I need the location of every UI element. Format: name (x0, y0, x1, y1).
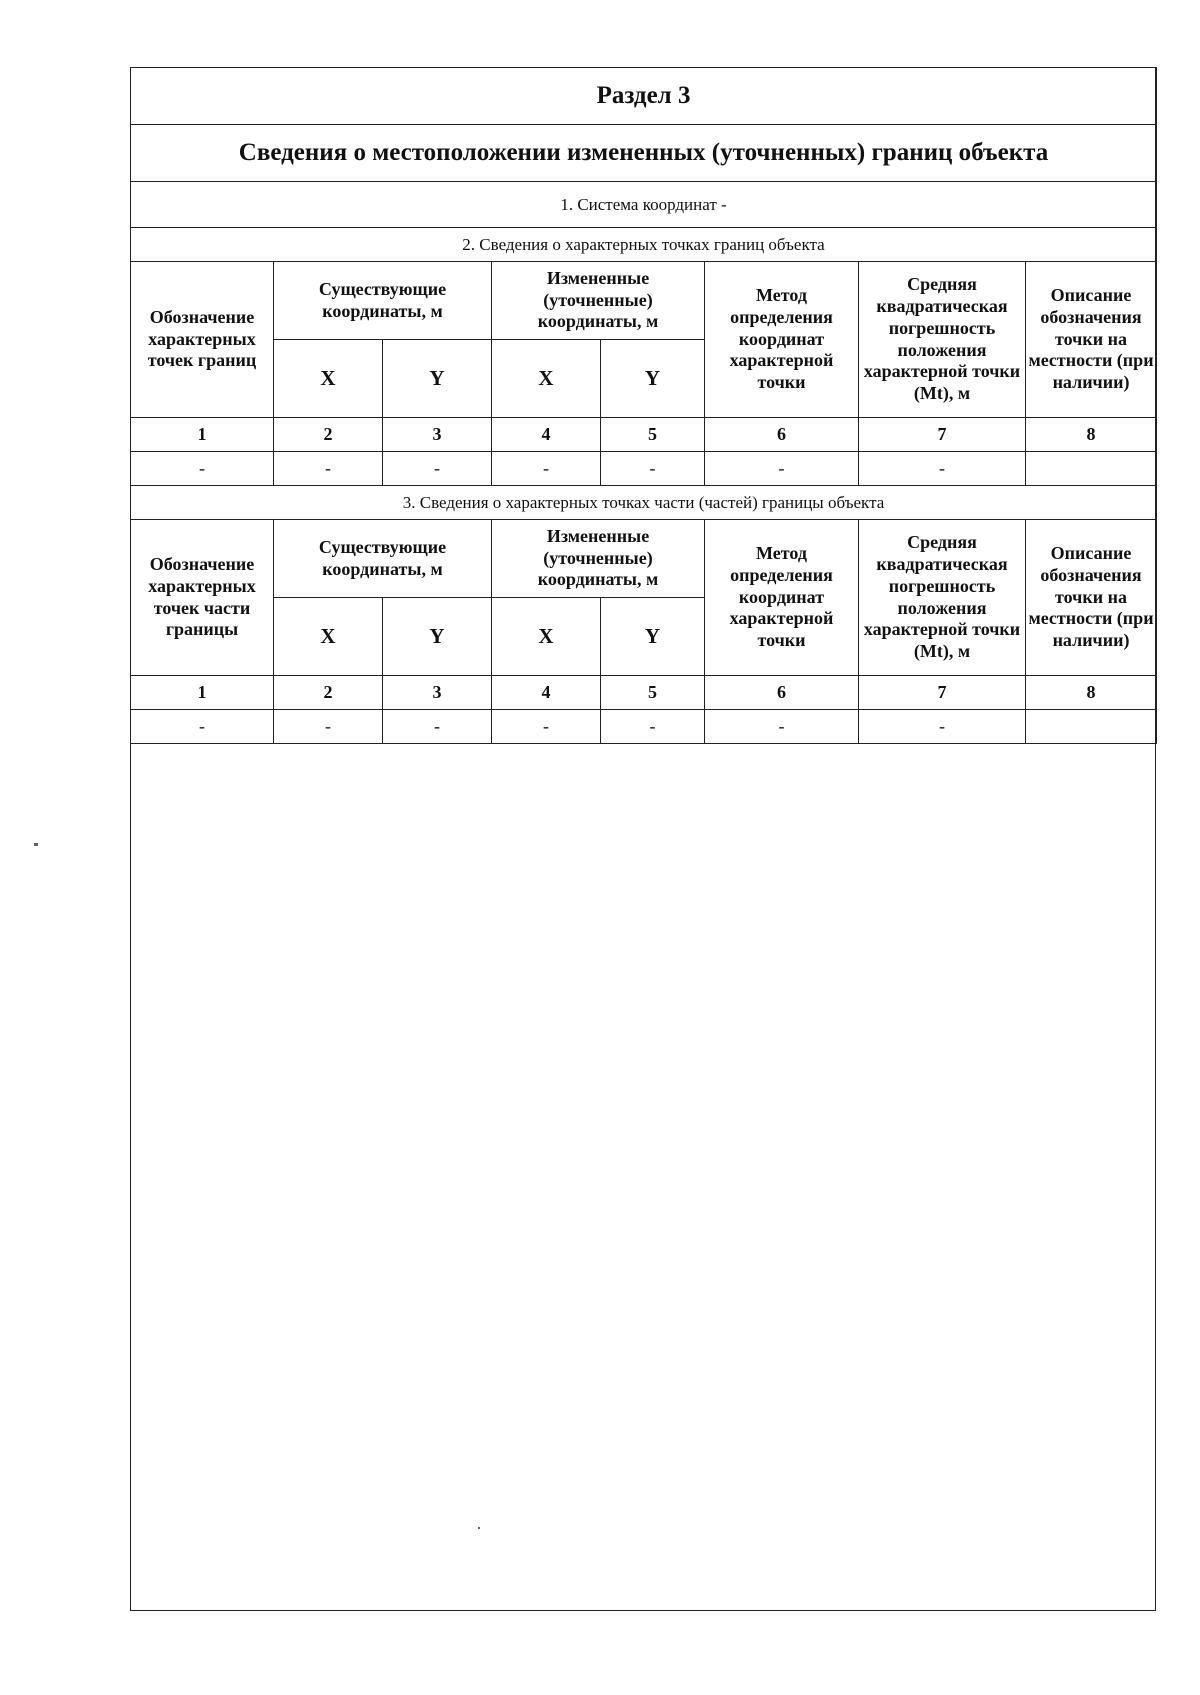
table1-cell: - (274, 452, 383, 486)
table2-col-point: Обозначение характерных точек части границы (131, 520, 274, 676)
table2-col-existing: Существующие координаты, м (274, 520, 492, 598)
table2-cell (1026, 710, 1157, 744)
table1-number-row (131, 418, 1157, 452)
table2-number-row (131, 676, 1157, 710)
table1-num: 4 (492, 418, 601, 452)
table1-num: 3 (383, 418, 492, 452)
table2-cell: - (859, 710, 1026, 744)
table2-num: 3 (383, 676, 492, 710)
table1-col-existing: Существующие координаты, м (274, 262, 492, 340)
table1-cell: - (601, 452, 705, 486)
table1-data-row (131, 452, 1157, 486)
table2-changed-x: X (492, 598, 601, 676)
table2-num: 1 (131, 676, 274, 710)
section-title: Раздел 3 (131, 68, 1157, 125)
table2-num: 7 (859, 676, 1026, 710)
table1-cell (1026, 452, 1157, 486)
table2-cell: - (492, 710, 601, 744)
coordinate-system: 1. Система координат - (131, 182, 1157, 228)
table2-data-row (131, 710, 1157, 744)
table1-caption: 2. Сведения о характерных точках границ объекта (131, 228, 1157, 262)
table1-changed-y: Y (601, 340, 705, 418)
section-table (130, 67, 1157, 744)
table2-cell: - (705, 710, 859, 744)
table1-num: 8 (1026, 418, 1157, 452)
table2-num: 2 (274, 676, 383, 710)
table2-num: 6 (705, 676, 859, 710)
table2-num: 4 (492, 676, 601, 710)
table1-cell: - (131, 452, 274, 486)
table1-num: 2 (274, 418, 383, 452)
table2-col-desc: Описание обозначения точки на местности (при наличии) (1026, 520, 1157, 676)
page-heading: Сведения о местоположении измененных (уточненных) границ объекта (131, 125, 1157, 182)
table2-cell: - (601, 710, 705, 744)
table2-changed-y: Y (601, 598, 705, 676)
table1-col-method: Метод определения координат характерной точки (705, 262, 859, 418)
table1-num: 6 (705, 418, 859, 452)
table1-col-desc: Описание обозначения точки на местности (при наличии) (1026, 262, 1157, 418)
scan-speck (34, 843, 38, 846)
table1-col-error: Средняя квадратическая погрешность положения характерной точки (Mt), м (859, 262, 1026, 418)
table1-num: 1 (131, 418, 274, 452)
table2-cell: - (383, 710, 492, 744)
table1-changed-x: X (492, 340, 601, 418)
table2-col-error: Средняя квадратическая погрешность положения характерной точки (Mt), м (859, 520, 1026, 676)
table1-existing-y: Y (383, 340, 492, 418)
table2-cell: - (131, 710, 274, 744)
table2-cell: - (274, 710, 383, 744)
table1-cell: - (859, 452, 1026, 486)
table2-num: 5 (601, 676, 705, 710)
scan-speck (478, 1527, 480, 1529)
table2-col-method: Метод определения координат характерной точки (705, 520, 859, 676)
table1-num: 7 (859, 418, 1026, 452)
table1-cell: - (492, 452, 601, 486)
table1-cell: - (705, 452, 859, 486)
table1-cell: - (383, 452, 492, 486)
table2-existing-x: X (274, 598, 383, 676)
table2-caption: 3. Сведения о характерных точках части (частей) границы объекта (131, 486, 1157, 520)
table1-col-point: Обозначение характерных точек границ (131, 262, 274, 418)
table1-col-changed: Измененные (уточненные) координаты, м (492, 262, 705, 340)
table2-col-changed: Измененные (уточненные) координаты, м (492, 520, 705, 598)
table2-existing-y: Y (383, 598, 492, 676)
table1-existing-x: X (274, 340, 383, 418)
table2-num: 8 (1026, 676, 1157, 710)
table1-num: 5 (601, 418, 705, 452)
